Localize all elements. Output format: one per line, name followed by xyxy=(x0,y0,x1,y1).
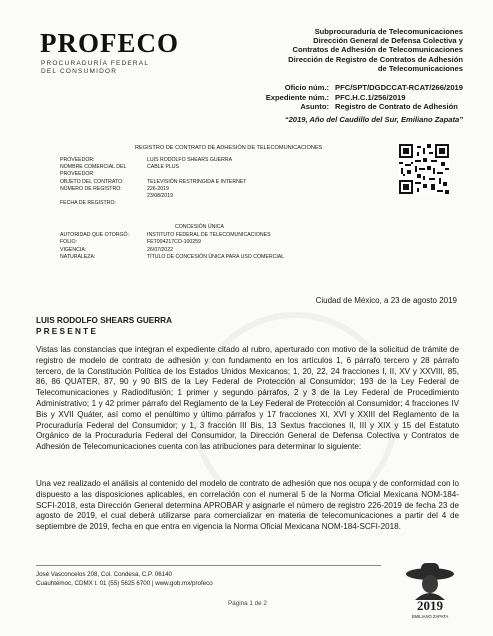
registry-row xyxy=(60,179,390,186)
dept-line-1: Subprocuraduría de Telecomunicaciones xyxy=(314,27,463,36)
registry-label: OBJETO DEL CONTRATO: xyxy=(60,178,124,185)
zapata-year-logo xyxy=(399,560,461,626)
page-number: Página 1 de 2 xyxy=(228,600,267,607)
concession-value: 26/07/2022 xyxy=(147,246,173,253)
expediente-label: Expediente núm.: xyxy=(265,92,329,102)
body-paragraph-1: Vistas las constancias que integran el expediente citado al rubro, aperturado con motivo de la solicitud de trámite de registro de modelo de contrato de adhesión y con fundamento en los artículos 1, 6 párrafo tercero y 28 párrafo tercero, de la Constitución Política de los Estados Unidos Mexicanos; 1, 20, 22, 24 fracciones I, II, XV y XXVIII, 85, 86, 86 QUATER, 87, 90 y 90 BIS de la Ley Federal de Protección al Consumidor; 193 de la Ley Federal de Telecomunicaciones y Radiodifusión; 1 primer y segundo párrafos, 2 y 3 de la Ley Federal de Procedimiento Administrativo; 1 y 42 primer párrafo del Reglamento de la Ley Federal de Protección al Consumidor; 4 fracciones IV Bis y XVII Quáter, así como el penúltimo y último párrafos y 17 fracciones XI, XVI y XXIII del Reglamento de la Procuraduría Federal del Consumidor; y 1, 3 fracción III Bis, 13 Sextus fracciones II, III y XIX y 15 del Estatuto Orgánico de la Procuraduría Federal del Consumidor, la Dirección General de Defensa Colectiva y Contratos de Adhesión de Telecomunicaciones cuenta con las atribuciones para determinar lo siguiente: xyxy=(36,345,459,452)
logo-subtitle-line-2: DEL CONSUMIDOR xyxy=(41,68,118,75)
concession-table xyxy=(60,232,390,261)
concession-row xyxy=(60,232,390,239)
registry-row xyxy=(60,157,390,164)
registry-row xyxy=(60,171,390,178)
department-header xyxy=(233,27,463,73)
footer-address xyxy=(36,571,213,589)
footer-address-line-2: Cuauhtémoc, CDMX t. 01 (55) 5625 6700 | www.gob.mx/profeco xyxy=(36,579,213,587)
logo-subtitle-line-1: PROCURADURÍA FEDERAL xyxy=(41,60,150,67)
registry-label xyxy=(60,193,147,200)
footer-address-line-1: José Vasconcelos 208, Col. Condesa, C.P. 06140 xyxy=(36,571,172,578)
registry-value: 226-2019 xyxy=(147,185,169,192)
registry-value: 23/08/2019 xyxy=(147,193,173,200)
logo-subtitle xyxy=(41,60,149,76)
addressee xyxy=(36,316,172,337)
reference-block xyxy=(266,83,463,112)
registry-table xyxy=(60,157,390,207)
letter-date: Ciudad de México, a 23 de agosto 2019 xyxy=(315,296,457,305)
expediente-value: PFC.H.C.1/256/2019 xyxy=(335,92,406,102)
concession-row xyxy=(60,239,390,246)
concession-label: NATURALEZA: xyxy=(60,253,96,260)
dept-line-4: Dirección de Registro de Contratos de Adhesión xyxy=(288,54,463,64)
footer-divider xyxy=(36,565,381,566)
concession-label: FOLIO: xyxy=(60,239,78,246)
year-sublabel: EMILIANO ZAPATA xyxy=(411,614,449,619)
registry-label: NOMBRE COMERCIAL DEL xyxy=(60,164,127,171)
concession-label: VIGENCIA: xyxy=(60,246,87,253)
registry-row xyxy=(60,200,390,207)
year-motto: “2019, Año del Caudillo del Sur, Emiliano Zapata” xyxy=(284,115,463,124)
body-paragraph-2: Una vez realizado el análisis al contenido del modelo de contrato de adhesión que nos ocupa y de conformidad con lo dispuesto a las disposiciones aplicables, en correlación con el numeral 5 de la Norma Oficial Mexicana NOM-184-SCFI-2018, esta Dirección General determina APROBAR y asignarle el número de registro 226-2019 de fecha 23 de agosto de 2019, el cual deberá utilizarse para comercializar en materia de telecomunicaciones a partir del 4 de septiembre de 2019, fecha en que entra en vigencia la Norma Oficial Mexicana NOM-184-SCFI-2018. xyxy=(36,479,459,532)
asunto-value: Registro de Contrato de Adhesión xyxy=(335,102,458,111)
registry-value xyxy=(147,200,390,207)
registry-value: CABLE PLUS xyxy=(147,164,180,171)
registry-value xyxy=(147,171,390,178)
registry-label: FECHA DE REGISTRO: xyxy=(60,200,116,207)
asunto-label: Asunto: xyxy=(300,102,329,111)
oficio-label: Oficio núm.: xyxy=(284,83,329,92)
registry-value: LUIS RODOLFO SHEARS GUERRA xyxy=(147,157,233,163)
registry-row xyxy=(60,164,390,171)
oficio-value: PFC/SPT/DGDCCAT-RCAT/266/2019 xyxy=(335,83,463,92)
registry-row xyxy=(60,193,390,200)
concession-label: AUTORIDAD QUE OTORGÓ: xyxy=(60,232,129,238)
concession-value: INSTITUTO FEDERAL DE TELECOMUNICACIONES xyxy=(147,232,271,238)
addressee-presente: P R E S E N T E xyxy=(36,326,96,336)
dept-line-3: Contratos de Adhesión de Telecomunicaciones xyxy=(292,45,463,55)
concession-row xyxy=(60,254,390,261)
registry-value: TELEVISIÓN RESTRINGIDA E INTERNET xyxy=(147,178,247,185)
registry-label: PROVEEDOR: xyxy=(60,171,95,178)
concession-title: CONCESIÓN ÚNICA xyxy=(175,224,224,230)
year-label: 2019 xyxy=(417,598,443,613)
registry-title: REGISTRO DE CONTRATO DE ADHESIÓN DE TELECOMUNICACIONES xyxy=(135,145,323,151)
profeco-logo: PROFECO xyxy=(40,28,179,58)
zapata-portrait-icon xyxy=(399,560,461,600)
registry-label: NÚMERO DE REGISTRO: xyxy=(60,185,122,192)
concession-row xyxy=(60,247,390,254)
qr-code-icon xyxy=(399,144,449,194)
concession-value: FET004217CO-100259 xyxy=(147,239,201,246)
dept-line-5: de Telecomunicaciones xyxy=(377,63,463,73)
dept-line-2: Dirección General de Defensa Colectiva y xyxy=(313,36,463,46)
addressee-name: LUIS RODOLFO SHEARS GUERRA xyxy=(36,316,173,325)
registry-row xyxy=(60,186,390,193)
registry-label: PROVEEDOR: xyxy=(60,157,95,163)
concession-value: TÍTULO DE CONCESIÓN ÚNICA PARA USO COMERCIAL xyxy=(147,253,285,260)
